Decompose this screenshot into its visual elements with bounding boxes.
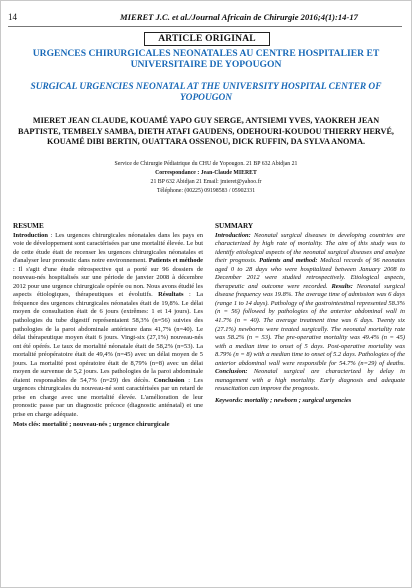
summary-body <box>215 232 405 394</box>
summary-results-label: Results: <box>331 282 353 290</box>
resume-intro-text: : Les urgences chirurgicales néonatales dans les pays en voie de développement sont caractérisées par une mortalité élevée. Le but de cette étude était de recenser les urgences chirurgicales néonatales et d'analyser leur pronostic dans notre environnement. <box>13 231 204 265</box>
header-rule <box>8 26 402 27</box>
resume-results-label: Résultats <box>158 291 184 299</box>
affiliation-block <box>40 160 372 196</box>
summary-conclusion-label: Conclusion: <box>215 368 248 376</box>
affiliation-line: Service de Chirurgie Pédiatrique du CHU de Yopougon. 21 BP 632 Abidjan 21 <box>114 161 298 167</box>
summary-intro-label: Introduction: <box>215 231 251 239</box>
summary-methods-label: Patients and method: <box>259 257 318 265</box>
summary-conclusion-text: Neonatal surgical are characterized by delay in management with a high mortality. Early diagnosis and adequate resuscitation can improve the prognosis. <box>215 368 405 393</box>
resume-methods-label: Patients et méthode <box>148 257 204 265</box>
resume-keywords: Mots clés: mortalité ; nouveau-nés ; urgence chirurgicale <box>13 420 170 428</box>
summary-keywords: Keywords: mortality ; newborn ; surgical urgencies <box>215 396 352 404</box>
address-email-line: 21 BP 632 Abidjan 21 Email: jmieret@yahoo.fr <box>150 179 262 185</box>
summary-intro-text: Neonatal surgical diseases in developing countries are characterized by high rate of mortality. The aim of this study was to identify etiological aspects of the neonatal surgical diseases and analyze their prognosis. <box>215 231 405 265</box>
summary-heading: SUMMARY <box>215 222 254 230</box>
title-english: SURGICAL URGENCIES NEONATAL AT THE UNIVERSITY HOSPITAL CENTER OF YOPOUGON <box>30 82 382 103</box>
page-number: 14 <box>8 12 17 22</box>
article-type-box: ARTICLE ORIGINAL <box>144 32 270 46</box>
author-list: MIERET JEAN CLAUDE, KOUAMÉ YAPO GUY SERGE, ANTSIEMI YVES, YAOKREH JEAN BAPTISTE, TEMBELY SAMBA, DIETH ATAFI GAUDENS, ODEHOURI-KOUDOU THIERRY HERVÉ, KOUAMÉ DIBI BERTIN, OUATTARA OSSENOU, DICK RUFFIN, DA SYLVA ANOMA. <box>18 116 394 146</box>
summary-column <box>215 222 405 405</box>
journal-citation: MIERET J.C. et al./Journal Africain de Chirurgie 2016;4(1):14-17 <box>120 12 358 22</box>
resume-heading: RESUME <box>13 222 44 230</box>
summary-results-text: Neonatal surgical disease frequency was 19.8%. The average time of admission was 6 days (range 1 to 14 days). Pathology of the gastrointestinal represented 58.3% (n = 56) followed by pathologies of the anterior abdominal wall in 41.7% (n = 40). The average treatment time was 6 days. Twenty six (27.1%) newborns were treated surgically. The neonatal mortality rate was 58.2% (n = 53). The pre-operative mortality was 49.4% (n = 45) with a median time to onset of 5 days. Post-operative mortality was 8.79% (n = 8) with a median time to onset of 5.2 days. Pathologies of the anterior abdominal wall were responsible for 54.7% (n=29) of deaths. <box>215 282 405 367</box>
running-header <box>8 12 400 24</box>
resume-body <box>13 232 203 420</box>
resume-results-text: : La fréquence des urgences chirurgicales néonatales était de 19,8%. Le délai moyen de consultation était de 6 jours (extrêmes: 1 et 14 jours). Les pathologies du tube digestif représentaient 58,3% (n=56) suivies des pathologies de la paroi abdominale antérieure dans 41,7% (n=40). Le délai thérapeutique moyen était 6 jours. Vingt-six (27,1%) nouveau-nés ont été opérés. Le taux de mortalité néonatale était de 58,2% (n=53). La mortalité préopératoire était de 49,4% (n=45) avec un délai moyen de 5 jours. La mortalité post opératoire était de 8,79% (n=8) avec un délai moyen de survenue de 5,2 jours. Les pathologies de la paroi abdominale étaient responsables de 54,7% (n=29) des décès. <box>13 291 204 384</box>
resume-conclusion-text: : Les urgences chirurgicales du nouveau-né sont caractérisées par un retard de prise en charge avec une mortalité élevée. L'amélioration de leur pronostic passe par un diagnostic précoce (diagnostic anténatal) et une prise en charge adéquate. <box>13 376 203 419</box>
resume-intro-label: Introduction <box>13 231 48 239</box>
resume-conclusion-label: Conclusion <box>153 376 185 384</box>
telephone-line: Téléphone: (00225) 09198583 / 05902331 <box>156 188 256 194</box>
title-french: URGENCES CHIRURGICALES NEONATALES AU CENTRE HOSPITALIER ET UNIVERSITAIRE DE YOPOUGON <box>32 48 380 70</box>
resume-methods-text: : Il s'agit d'une étude rétrospective qui a porté sur 96 dossiers de nouveau-nés hospitalisés sur une période de janvier 2008 à décembre 2012 pour une urgence chirurgicale opérée ou non. Nous avons étudié les aspects étiologiques, thérapeutiques et évolutifs. <box>13 265 203 299</box>
summary-methods-text: Medical records of 96 neonates aged 0 to 28 days who were hospitalized between January 2008 to December 2012 were studied retrospectively. Etiological aspects, therapeutic and outcome were recorded. <box>215 257 405 290</box>
correspondence-line: Correspondance : Jean-Claude MIERET <box>155 170 257 176</box>
resume-column <box>13 222 203 429</box>
